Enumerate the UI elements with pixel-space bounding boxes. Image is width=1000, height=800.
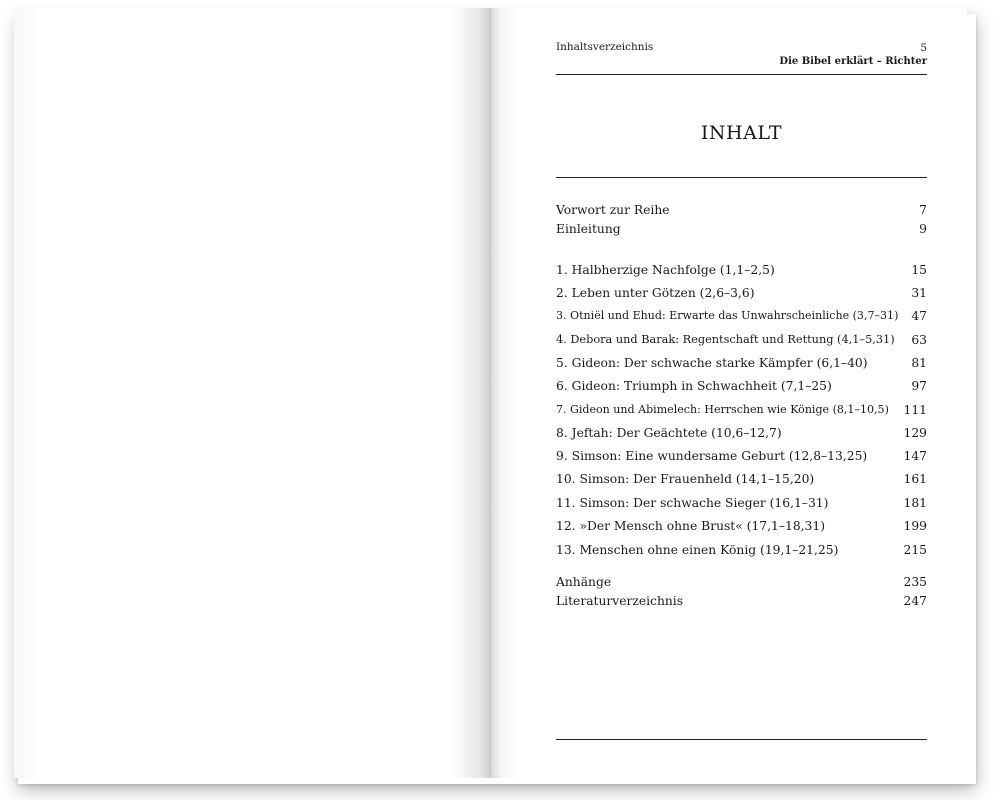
footer-rule bbox=[556, 739, 927, 740]
right-page bbox=[491, 8, 967, 778]
toc-entry-chapter-4 bbox=[556, 331, 927, 349]
toc-entry-page: 161 bbox=[903, 472, 927, 486]
toc-entry-page: 147 bbox=[903, 449, 927, 463]
toc-entry-chapter-8 bbox=[556, 424, 927, 442]
toc-entry-page: 215 bbox=[903, 543, 927, 557]
toc-entry-chapter-1 bbox=[556, 261, 927, 279]
toc-entry-label: Anhänge bbox=[556, 575, 612, 589]
page-title: INHALT bbox=[700, 122, 783, 144]
page-number: 5 bbox=[920, 42, 927, 54]
toc-entry-label: 6. Gideon: Triumph in Schwachheit (7,1–25) bbox=[556, 379, 832, 393]
toc-entry-page: 63 bbox=[911, 333, 927, 347]
toc-entry-front-2 bbox=[556, 220, 927, 238]
toc-entry-chapter-10 bbox=[556, 470, 927, 488]
toc-entry-label: 5. Gideon: Der schwache starke Kämpfer (6,1–40) bbox=[556, 356, 868, 370]
toc-entry-page: 15 bbox=[911, 263, 927, 277]
toc-entry-chapter-3 bbox=[556, 307, 927, 325]
header-rule bbox=[556, 74, 927, 75]
toc-entry-label: 12. »Der Mensch ohne Brust« (17,1–18,31) bbox=[556, 519, 826, 533]
toc-entry-page: 247 bbox=[903, 594, 927, 608]
left-page-blank bbox=[14, 8, 491, 778]
toc-entry-label: Einleitung bbox=[556, 222, 621, 236]
toc-entry-chapter-6 bbox=[556, 377, 927, 395]
toc-entry-page: 235 bbox=[903, 575, 927, 589]
toc-entry-label: 10. Simson: Der Frauenheld (14,1–15,20) bbox=[556, 472, 815, 486]
toc-entry-chapter-11 bbox=[556, 494, 927, 512]
running-head-right bbox=[779, 41, 927, 69]
toc-entry-chapter-13 bbox=[556, 541, 927, 559]
running-head bbox=[556, 39, 927, 69]
toc-entry-chapter-5 bbox=[556, 354, 927, 372]
toc-entry-page: 199 bbox=[903, 519, 927, 533]
toc-entry-label: Literaturverzeichnis bbox=[556, 594, 684, 608]
toc-entry-chapter-12 bbox=[556, 517, 927, 535]
toc-entry-page: 111 bbox=[903, 403, 927, 417]
toc-entry-label: 7. Gideon und Abimelech: Herrschen wie Könige (8,1–10,5) bbox=[556, 403, 889, 416]
toc-entry-page: 181 bbox=[903, 496, 927, 510]
title-rule bbox=[556, 177, 927, 178]
toc-entry-label: 4. Debora und Barak: Regentschaft und Rettung (4,1–5,31) bbox=[556, 333, 895, 346]
toc-entry-page: 97 bbox=[911, 379, 927, 393]
toc-entry-label: 9. Simson: Eine wundersame Geburt (12,8–13,25) bbox=[556, 449, 868, 463]
toc-entry-page: 31 bbox=[911, 286, 927, 300]
toc-entry-label: 2. Leben unter Götzen (2,6–3,6) bbox=[556, 286, 755, 300]
toc-entry-label: 3. Otniël und Ehud: Erwarte das Unwahrscheinliche (3,7–31) bbox=[556, 309, 899, 322]
toc-entry-front-1 bbox=[556, 201, 927, 219]
toc-entry-page: 129 bbox=[903, 426, 927, 440]
toc-entry-page: 81 bbox=[911, 356, 927, 370]
toc-entry-label: 1. Halbherzige Nachfolge (1,1–2,5) bbox=[556, 263, 775, 277]
toc-entry-label: Vorwort zur Reihe bbox=[556, 203, 670, 217]
toc-entry-page: 7 bbox=[919, 203, 927, 217]
toc-entry-chapter-9 bbox=[556, 447, 927, 465]
toc-entry-label: 8. Jeftah: Der Geächtete (10,6–12,7) bbox=[556, 426, 782, 440]
toc-entry-page: 9 bbox=[919, 222, 927, 236]
toc-entry-back-2 bbox=[556, 592, 927, 610]
book-title: Die Bibel erklärt – Richter bbox=[779, 56, 927, 67]
toc-entry-chapter-7 bbox=[556, 401, 927, 419]
section-label: Inhaltsverzeichnis bbox=[556, 41, 654, 53]
toc-entry-back-1 bbox=[556, 573, 927, 591]
toc-entry-label: 11. Simson: Der schwache Sieger (16,1–31) bbox=[556, 496, 829, 510]
toc-entry-label: 13. Menschen ohne einen König (19,1–21,25) bbox=[556, 543, 839, 557]
toc-entry-page: 47 bbox=[911, 309, 927, 323]
toc-entry-chapter-2 bbox=[556, 284, 927, 302]
